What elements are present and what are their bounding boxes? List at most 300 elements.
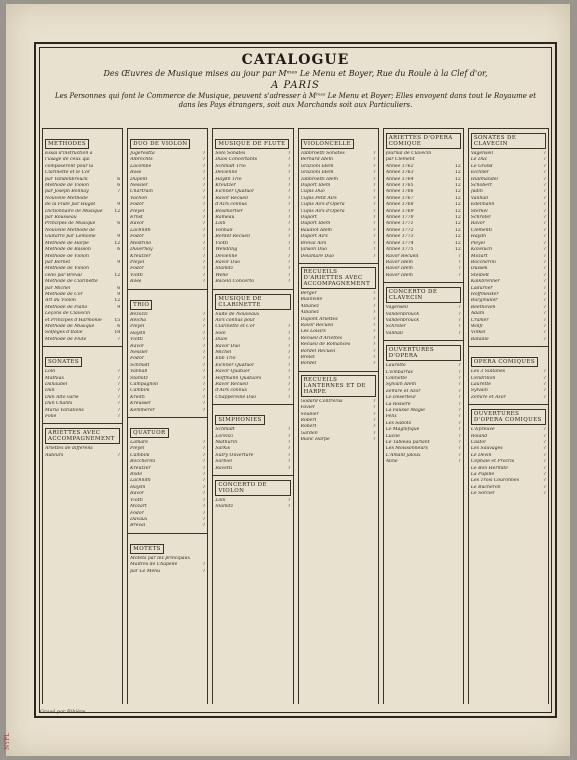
entry-price: 7 [372, 342, 376, 348]
section-heading: VIOLONCELLE [301, 139, 355, 149]
entry-title: Méthode de Musique [45, 323, 95, 329]
entry-price: 15 [114, 317, 121, 323]
entry-price: 12 [114, 298, 121, 304]
section-heading: RECUEILS D'ARIETTES AVEC ACCOMPAGNEMENT [301, 267, 376, 289]
entry-title: Boismortier [215, 208, 243, 214]
entry-price: 7 [287, 369, 291, 375]
entry-price: 7 [372, 202, 376, 208]
entry-price: 7 [287, 337, 291, 343]
list-item [45, 453, 120, 459]
entry-price: 7 [202, 317, 206, 323]
entry-title: Berger [300, 290, 317, 296]
entry-price: 7 [457, 259, 461, 265]
entry-price: 7 [543, 208, 547, 214]
list-item [130, 279, 205, 285]
entry-price: 7 [543, 427, 547, 433]
entry-title: Méthode de Basson [45, 247, 91, 253]
entry-title: Haydn [470, 234, 487, 240]
entry-title: Ravor Recueil [215, 382, 249, 387]
entry-title: Bacelli Concerto [215, 279, 254, 285]
catalogue-section [384, 282, 463, 340]
entry-price: 7 [543, 369, 547, 375]
entry-price: 7 [202, 176, 206, 182]
entry-price: 9 [117, 202, 121, 208]
entry-price: 7 [117, 452, 121, 458]
entry-price: 7 [543, 202, 547, 208]
entry-title: Recueil de Romances [300, 342, 351, 348]
catalogue-note: Les Personnes qui font le Commerce de Musique, peuvent s'adresser à Mᵐᵉˢ Le Menu et Boyer; Elles envoyent dans tout le Royaume et dans les Pays étrangers, soit aux Marchands soit aux Particuliers. [54, 92, 537, 109]
entry-title: Lamare [130, 440, 148, 446]
entry-title: Stamitz [215, 266, 234, 272]
entry-title: Stamitz [215, 504, 234, 510]
entry-price: 7 [202, 247, 206, 253]
entry-price: 7 [543, 227, 547, 233]
entry-price: 12 [114, 272, 121, 278]
entry-price: 7 [372, 170, 376, 176]
entry-price: 9 [117, 291, 121, 297]
entry-title: Motets par les principaux [130, 555, 191, 561]
entry-title: Robert [300, 418, 317, 423]
entry-title: Kreith [130, 394, 145, 400]
catalogue-section [384, 340, 463, 469]
entry-title: Les Loisirs [300, 329, 326, 335]
entry-title: Zémire et Azor [470, 394, 506, 400]
entry-title: Favier [300, 405, 316, 411]
entry-title: Duport Idem [300, 221, 331, 227]
entry-price: 7 [372, 437, 376, 443]
entry-title: Ravor Duo [215, 343, 241, 349]
entry-title: Boccherini [470, 259, 496, 265]
entry-title: Kreutzer [130, 253, 151, 259]
catalogue-section [213, 289, 292, 405]
entry-title: Méthode de Violon [45, 266, 89, 272]
entry-title: Lolli [215, 498, 226, 504]
entry-title: Eichner [470, 170, 490, 176]
entry-price: 7 [543, 330, 547, 336]
entry-price: 7 [372, 163, 376, 169]
list-item [215, 504, 290, 510]
entry-price: 7 [543, 183, 547, 189]
entry-title: Dun Chants [45, 401, 73, 407]
entry-title: Bréval Airs [300, 240, 327, 246]
catalogue-section [128, 289, 207, 418]
entry-title: Bordet Recueil [215, 234, 251, 240]
catalogue-column [468, 128, 549, 704]
list-item [301, 437, 376, 443]
entry-title: Lachnith [130, 227, 151, 233]
catalogue-section [299, 371, 378, 447]
list-item [215, 466, 290, 472]
entry-price: 7 [543, 272, 547, 278]
entry-title: Albanez [300, 303, 320, 309]
entry-price: 7 [543, 440, 547, 446]
entry-price: 7 [543, 491, 547, 497]
entry-title: par Le Menu [130, 568, 161, 574]
entry-price: 7 [117, 401, 121, 407]
entry-price: 7 [287, 272, 291, 278]
entry-price: 7 [202, 465, 206, 471]
entry-title: Ravor [130, 343, 145, 349]
entry-title: Solo [215, 330, 226, 336]
entry-title: Folie [45, 414, 57, 420]
entry-price: 7 [543, 189, 547, 195]
catalogue-section [299, 263, 378, 371]
entry-price: 7 [202, 221, 206, 227]
entry-title: Sutry Ouverture [215, 452, 254, 458]
catalogue-section [384, 128, 463, 282]
entry-title: Solo Sonates [215, 151, 246, 156]
entry-title: Art du Violon [45, 298, 76, 304]
entry-title: Dupont Ariettes [300, 316, 338, 322]
entry-price: 7 [287, 433, 291, 439]
entry-title: Eichner Quatuor [215, 362, 255, 368]
entry-title: Auteurs [45, 452, 64, 458]
entry-price: 7 [372, 303, 376, 309]
entry-title: Ravor Recueil [215, 195, 249, 201]
entry-title: et Principes d'Harmonie [45, 317, 102, 323]
entry-price: 7 [287, 151, 291, 156]
entry-title: Le Bucheron [470, 484, 501, 490]
entry-price: 7 [543, 195, 547, 201]
entry-price: 12 [455, 176, 461, 182]
entry-price: 7 [202, 272, 206, 278]
entry-title: Rose [130, 170, 142, 176]
catalogue-section [43, 346, 122, 423]
entry-price: 7 [202, 157, 206, 163]
entry-price: 7 [457, 369, 461, 375]
catalogue-section [213, 128, 292, 289]
section-heading: METHODES [45, 139, 89, 149]
entry-title: Méthode de Clarinette [45, 279, 98, 285]
entry-title: La Rosière [385, 401, 411, 407]
entry-title: Vanhall [130, 369, 148, 375]
entry-price: 7 [457, 452, 461, 458]
entry-price: 7 [202, 516, 206, 522]
entry-price: 7 [287, 259, 291, 265]
entry-title: Cupis Airs d'Opéra [300, 202, 345, 208]
entry-title: Castor [470, 440, 487, 446]
entry-price: 7 [543, 375, 547, 381]
entry-price: 7 [543, 311, 547, 317]
entry-title: Godard Contreras [300, 398, 343, 404]
entry-price: 7 [202, 568, 206, 574]
entry-price: 12 [455, 170, 461, 176]
entry-title: Vanhall [215, 227, 233, 233]
entry-title: Vagenseil [470, 151, 494, 156]
entry-price: 7 [457, 324, 461, 330]
entry-title: Nessler [130, 183, 149, 189]
catalogue-city: A PARIS [271, 80, 320, 91]
entry-title: Burgmuller [470, 298, 498, 304]
entry-title: Le Sorcier [470, 491, 496, 497]
entry-title: Viotti [130, 497, 143, 503]
entry-price: 7 [543, 452, 547, 458]
entry-title: Ravor Idem [385, 259, 413, 265]
entry-title: Dun [45, 388, 55, 394]
entry-price: 7 [457, 420, 461, 426]
section-heading: OUVERTURES D'OPERA COMIQUES [471, 409, 546, 425]
entry-price: 7 [287, 183, 291, 189]
entry-price: 6 [117, 323, 121, 329]
entry-price: 7 [372, 316, 376, 322]
entry-title: Schmidt [215, 427, 235, 433]
entry-title: Bordet [300, 361, 317, 367]
entry-title: Année 1771 [385, 221, 414, 227]
entry-title: Journal de Clavecin [385, 151, 432, 156]
entry-title: Chappereille Duo [215, 394, 257, 400]
entry-title: par Rousseau [45, 215, 77, 221]
entry-title: L'Épreuve [470, 427, 495, 433]
list-item [45, 337, 120, 343]
entry-title: Hüllmandel [470, 176, 498, 182]
entry-price: 7 [543, 240, 547, 246]
entry-title: Sterkel [470, 208, 488, 214]
entry-title: Janson Duo [300, 247, 328, 253]
entry-title: Duport [300, 215, 317, 221]
entry-title: Vandenbrouck [385, 311, 420, 317]
catalogue-section [299, 128, 378, 263]
catalogue-section [128, 533, 207, 578]
entry-title: La Pupille [470, 472, 495, 478]
entry-price: 7 [202, 510, 206, 516]
entry-price: 12 [455, 247, 461, 253]
entry-price: 7 [543, 176, 547, 182]
entry-title: Bordet Recueil [300, 348, 336, 354]
entry-title: Mozart [470, 253, 488, 259]
entry-title: Lolli [45, 369, 56, 375]
entry-title: Ravor Quatuor [215, 369, 250, 375]
entry-title: composeront pour la [45, 163, 94, 169]
entry-title: Fodor [130, 234, 144, 240]
entry-title: Viotti [130, 272, 143, 278]
entry-price: 7 [117, 336, 121, 342]
entry-price: 7 [372, 151, 376, 156]
entry-price: 7 [372, 176, 376, 182]
entry-price: 7 [202, 401, 206, 407]
catalogue-section [43, 128, 122, 346]
entry-price: 12 [455, 208, 461, 214]
entry-title: Le Magnifique [385, 427, 420, 433]
entry-price: 7 [287, 394, 291, 400]
entry-title: Viotti [130, 337, 143, 343]
entry-title: Rode [130, 472, 143, 478]
entry-title: Ravor Recueil [300, 322, 334, 328]
entry-price: 7 [202, 163, 206, 169]
entry-title: Tabbroetti Sonates [300, 151, 345, 156]
entry-price: 7 [543, 446, 547, 452]
entry-title: Année 1765 [385, 183, 414, 189]
entry-price: 7 [543, 163, 547, 169]
entry-title: Kreutzer [215, 183, 236, 189]
entry-title: Le Devin [470, 452, 492, 458]
entry-title: Les Trois Couronnes [470, 478, 519, 484]
entry-price: 7 [202, 202, 206, 208]
entry-price: 7 [287, 349, 291, 355]
entry-price: 7 [202, 504, 206, 510]
entry-price: 7 [202, 311, 206, 317]
entry-price: 12 [455, 163, 461, 169]
entry-price: 7 [457, 253, 461, 259]
entry-title: Bréval [130, 523, 146, 529]
catalogue-column [212, 128, 293, 704]
entry-price: 7 [457, 272, 461, 278]
entry-title: Maîtres de Chapelle [130, 562, 178, 568]
entry-price: 7 [372, 354, 376, 360]
entry-price: 7 [287, 330, 291, 336]
entry-price: 7 [372, 411, 376, 417]
entry-title: Delamare Duo [300, 253, 335, 259]
catalogue-title: CATALOGUE [241, 52, 350, 68]
entry-title: Sylvain Idem [385, 382, 416, 388]
entry-title: Schmidt [130, 362, 150, 368]
entry-price: 7 [543, 298, 547, 304]
entry-title: Haydn Trio [215, 176, 242, 182]
entry-price: 7 [372, 234, 376, 240]
entry-title: Lorenzi [215, 433, 233, 439]
entry-title: Les Moissonneurs [385, 446, 428, 452]
entry-price: 7 [543, 459, 547, 465]
entry-price: 7 [287, 324, 291, 330]
entry-title: Michel [215, 349, 232, 355]
entry-price: 7 [372, 398, 376, 404]
entry-price: 9 [117, 304, 121, 310]
entry-price: 12 [455, 240, 461, 246]
entry-price: 7 [457, 408, 461, 413]
list-item [130, 569, 205, 575]
entry-title: Rose [130, 279, 142, 285]
entry-price: 7 [287, 279, 291, 285]
entry-title: Année 1766 [385, 189, 414, 195]
entry-price: 7 [457, 266, 461, 272]
entry-price: 7 [287, 189, 291, 195]
entry-price: 7 [372, 424, 376, 430]
entry-title: Année 1773 [385, 234, 414, 240]
entry-price: 7 [372, 348, 376, 354]
list-item [45, 414, 120, 420]
entry-price: 7 [202, 208, 206, 214]
entry-title: Blainville [300, 297, 323, 303]
entry-title: Cambini [130, 388, 150, 394]
entry-title: Clarinette et Cor [215, 324, 255, 330]
entry-price: 7 [287, 427, 291, 433]
entry-title: Année 1769 [385, 208, 414, 214]
entry-price: 7 [287, 157, 291, 163]
entry-price: 7 [202, 215, 206, 221]
entry-title: Steibelt [470, 272, 490, 278]
entry-title: Nessler [130, 349, 149, 355]
list-item [386, 459, 461, 465]
entry-title: Schmidt Trio [215, 163, 246, 169]
entry-price: 7 [372, 297, 376, 303]
entry-title: Colinette [385, 375, 407, 381]
entry-price: 7 [117, 369, 121, 375]
entry-title: Méthode de Cor [45, 291, 83, 297]
section-heading: ARIETTES AVEC ACCOMPAGNEMENT [45, 428, 120, 444]
entry-price: 7 [202, 375, 206, 381]
entry-title: Stamitz [130, 375, 148, 381]
entry-title: par Bornet [45, 259, 71, 265]
entry-price: 7 [202, 195, 206, 201]
entry-price: 7 [202, 227, 206, 233]
entry-price: 7 [202, 452, 206, 458]
entry-title: Année 1763 [385, 170, 414, 176]
entry-title: Vanhall [385, 330, 403, 336]
section-heading: MUSIQUE DE CLARINETTE [215, 294, 290, 310]
entry-price: 7 [287, 362, 291, 368]
entry-price: 7 [372, 335, 376, 341]
entry-price: 7 [287, 170, 291, 176]
entry-title: Adam [470, 311, 485, 317]
entry-title: Fodor [130, 202, 144, 208]
section-heading: SONATES DE CLAVECIN [471, 133, 546, 149]
entry-price: 7 [372, 430, 376, 436]
entry-price: 7 [543, 323, 547, 329]
entry-price: 7 [543, 247, 547, 253]
entry-title: Mozart [130, 504, 147, 510]
entry-title: Kreusser [130, 401, 152, 407]
entry-price: 7 [202, 234, 206, 240]
entry-title: Fodor [130, 266, 144, 272]
entry-price: 7 [287, 215, 291, 221]
entry-price: 7 [287, 343, 291, 349]
entry-price: 7 [287, 382, 291, 387]
entry-title: l'usage de ceux qui [45, 157, 90, 163]
entry-price: 7 [202, 394, 206, 400]
list-item [130, 408, 205, 414]
entry-price: 7 [287, 234, 291, 240]
entry-title: Roland [470, 433, 488, 439]
catalogue-column [298, 128, 379, 704]
entry-title: Méthode de Violon [45, 253, 89, 259]
section-heading: QUATUOR [130, 428, 168, 438]
entry-price: 7 [457, 440, 461, 446]
entry-price: 7 [287, 446, 291, 452]
entry-title: Devienne [215, 253, 238, 259]
catalogue-header [40, 52, 551, 110]
entry-price: 12 [455, 183, 461, 189]
entry-title: Jadin [470, 189, 483, 195]
entry-price: 7 [287, 253, 291, 259]
section-heading: OPERA COMIQUES [471, 357, 538, 367]
catalogue-subtitle: Des Œuvres de Musique mises au jour par Mᵐᵉˢ Le Menu et Boyer, Rue du Roule à la Clef d'or, [103, 69, 488, 78]
entry-price: 7 [287, 465, 291, 471]
entry-title: Haydn [130, 330, 146, 336]
entry-title: Laurette [470, 382, 491, 387]
entry-price: 7 [543, 336, 547, 342]
entry-price: 7 [202, 259, 206, 265]
section-heading: OUVERTURES D'OPERA [386, 345, 461, 361]
entry-title: Kreutzer [130, 465, 151, 471]
list-item [301, 361, 376, 367]
entry-price: 7 [543, 285, 547, 291]
entry-price: 7 [543, 484, 547, 490]
library-stamp: NYPL [4, 732, 11, 750]
entry-price: 7 [202, 440, 206, 446]
entry-price: 7 [202, 388, 206, 394]
entry-price: 7 [287, 176, 291, 182]
entry-title: L'Embarras [385, 369, 413, 375]
entry-title: Kozeluch [470, 247, 493, 253]
entry-title: Duvernoy [130, 247, 153, 253]
entry-price: 7 [202, 343, 206, 349]
entry-title: Ernst [130, 215, 143, 221]
entry-title: Mathurin [215, 440, 238, 446]
entry-title: Tabbroetti Idem [300, 176, 338, 182]
entry-title: Recueil d'Ariettes [300, 335, 343, 341]
catalogue-section [213, 475, 292, 514]
entry-title: Duos Concertants [215, 157, 258, 163]
entry-title: Fodor [130, 510, 144, 516]
